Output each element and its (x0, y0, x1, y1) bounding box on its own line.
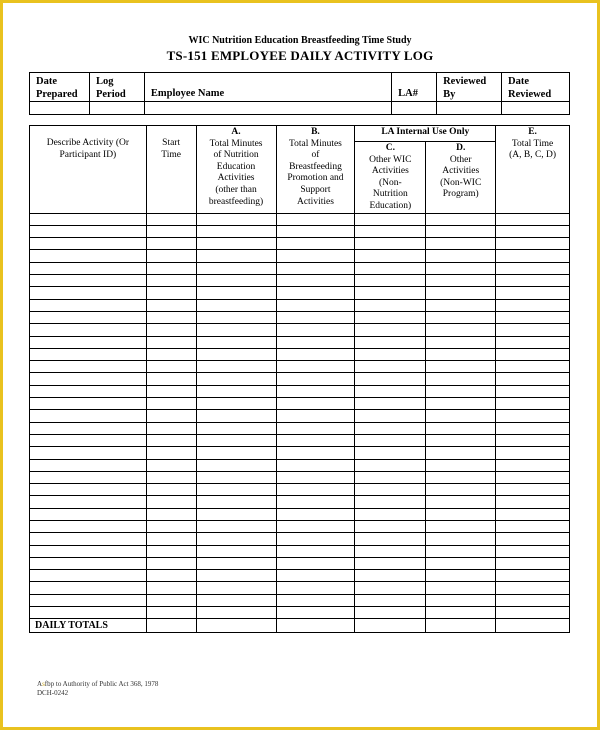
column-e-header: E. Total Time (A, B, C, D) (496, 126, 570, 214)
table-row (30, 348, 570, 360)
entry-cell[interactable] (426, 361, 496, 373)
entry-cell[interactable] (276, 484, 355, 496)
table-row (30, 225, 570, 237)
entry-cell[interactable] (426, 508, 496, 520)
entry-cell[interactable] (355, 471, 426, 483)
entry-cell[interactable] (355, 459, 426, 471)
total-cell[interactable] (276, 619, 355, 633)
entry-cell[interactable] (276, 361, 355, 373)
entry-cell[interactable] (30, 533, 147, 545)
entry-cell[interactable] (146, 385, 196, 397)
entry-cell[interactable] (276, 213, 355, 225)
entry-cell[interactable] (146, 594, 196, 606)
entry-cell[interactable] (196, 311, 276, 323)
column-b-header: B. Total Minutes of Breastfeeding Promotion and Support Activities (276, 126, 355, 214)
entry-cell[interactable] (496, 336, 570, 348)
table-row (30, 373, 570, 385)
entry-cell[interactable] (30, 508, 147, 520)
table-row (30, 496, 570, 508)
entry-cell[interactable] (196, 361, 276, 373)
entry-cell[interactable] (196, 262, 276, 274)
entry-cell[interactable] (276, 459, 355, 471)
entry-cell[interactable] (355, 533, 426, 545)
entry-cell[interactable] (426, 336, 496, 348)
table-row (30, 545, 570, 557)
entry-cell[interactable] (146, 520, 196, 532)
entry-cell[interactable] (355, 275, 426, 287)
entry-cell[interactable] (355, 594, 426, 606)
log-period-label: Log Period (89, 73, 144, 102)
entry-cell[interactable] (426, 373, 496, 385)
table-row (30, 275, 570, 287)
total-cell[interactable] (496, 619, 570, 633)
total-cell[interactable] (146, 619, 196, 633)
entry-cell[interactable] (426, 520, 496, 532)
entry-cell[interactable] (355, 287, 426, 299)
entry-cell[interactable] (30, 582, 147, 594)
entry-cell[interactable] (30, 410, 147, 422)
entry-cell[interactable] (30, 459, 147, 471)
entry-cell[interactable] (496, 385, 570, 397)
entry-cell[interactable] (146, 398, 196, 410)
entry-cell[interactable] (355, 398, 426, 410)
entry-cell[interactable] (146, 287, 196, 299)
entry-cell[interactable] (276, 250, 355, 262)
table-row (30, 471, 570, 483)
entry-cell[interactable] (146, 250, 196, 262)
entry-cell[interactable] (30, 348, 147, 360)
entry-cell[interactable] (276, 533, 355, 545)
entry-cell[interactable] (30, 545, 147, 557)
entry-cell[interactable] (276, 238, 355, 250)
entry-cell[interactable] (276, 348, 355, 360)
entry-cell[interactable] (196, 459, 276, 471)
entry-cell[interactable] (196, 238, 276, 250)
entry-cell[interactable] (276, 311, 355, 323)
la-number-field[interactable] (392, 102, 437, 115)
entry-cell[interactable] (196, 299, 276, 311)
entry-cell[interactable] (146, 471, 196, 483)
table-row (30, 299, 570, 311)
entry-cell[interactable] (496, 471, 570, 483)
entry-cell[interactable] (146, 434, 196, 446)
table-row (30, 361, 570, 373)
table-row (30, 582, 570, 594)
form-footer: Asfbp to Authority of Public Act 368, 1978 DCH-0242 (37, 680, 159, 697)
entry-cell[interactable] (30, 447, 147, 459)
entry-cell[interactable] (426, 311, 496, 323)
entry-cell[interactable] (196, 570, 276, 582)
entry-cell[interactable] (146, 533, 196, 545)
entry-cell[interactable] (196, 225, 276, 237)
entry-cell[interactable] (196, 582, 276, 594)
entry-cell[interactable] (146, 508, 196, 520)
entry-cell[interactable] (30, 225, 147, 237)
entry-cell[interactable] (30, 557, 147, 569)
entry-cell[interactable] (276, 410, 355, 422)
log-period-field[interactable] (89, 102, 144, 115)
entry-cell[interactable] (196, 447, 276, 459)
entry-cell[interactable] (355, 385, 426, 397)
entry-cell[interactable] (355, 348, 426, 360)
entry-cell[interactable] (146, 238, 196, 250)
daily-totals-label: DAILY TOTALS (30, 619, 147, 633)
column-d-header: D. Other Activities (Non-WIC Program) (426, 142, 496, 214)
entry-cell[interactable] (355, 496, 426, 508)
table-row (30, 557, 570, 569)
date-reviewed-label: Date Reviewed (502, 73, 570, 102)
entry-cell[interactable] (30, 250, 147, 262)
entry-cell[interactable] (276, 508, 355, 520)
entry-cell[interactable] (196, 520, 276, 532)
entry-cell[interactable] (276, 607, 355, 619)
entry-cell[interactable] (426, 348, 496, 360)
entry-cell[interactable] (355, 484, 426, 496)
entry-cell[interactable] (496, 496, 570, 508)
table-row (30, 594, 570, 606)
entry-cell[interactable] (276, 582, 355, 594)
entry-cell[interactable] (196, 213, 276, 225)
table-row (30, 213, 570, 225)
entry-cell[interactable] (30, 287, 147, 299)
entry-cell[interactable] (496, 434, 570, 446)
entry-cell[interactable] (355, 434, 426, 446)
la-number-label: LA# (392, 73, 437, 102)
entry-cell[interactable] (426, 410, 496, 422)
entry-cell[interactable] (496, 594, 570, 606)
table-row (30, 434, 570, 446)
entry-cell[interactable] (496, 311, 570, 323)
entry-cell[interactable] (196, 545, 276, 557)
entry-cell[interactable] (355, 213, 426, 225)
activity-log-table (29, 125, 570, 633)
entry-cell[interactable] (496, 275, 570, 287)
entry-cell[interactable] (30, 434, 147, 446)
entry-cell[interactable] (196, 410, 276, 422)
table-row (30, 447, 570, 459)
table-row (30, 533, 570, 545)
employee-name-field[interactable] (144, 102, 391, 115)
entry-cell[interactable] (276, 336, 355, 348)
table-row (30, 459, 570, 471)
entry-cell[interactable] (426, 422, 496, 434)
entry-cell[interactable] (355, 299, 426, 311)
entry-cell[interactable] (276, 471, 355, 483)
total-cell[interactable] (355, 619, 426, 633)
entry-cell[interactable] (496, 447, 570, 459)
entry-cell[interactable] (276, 287, 355, 299)
entry-cell[interactable] (196, 594, 276, 606)
date-reviewed-field[interactable] (502, 102, 570, 115)
entry-cell[interactable] (30, 520, 147, 532)
entry-cell[interactable] (496, 262, 570, 274)
form-title: TS-151 EMPLOYEE DAILY ACTIVITY LOG (166, 48, 434, 63)
entry-cell[interactable] (496, 250, 570, 262)
entry-cell[interactable] (30, 471, 147, 483)
entry-cell[interactable] (496, 570, 570, 582)
entry-cell[interactable] (355, 582, 426, 594)
table-row (30, 385, 570, 397)
entry-cell[interactable] (146, 324, 196, 336)
entry-cell[interactable] (276, 545, 355, 557)
entry-cell[interactable] (426, 262, 496, 274)
entry-cell[interactable] (426, 557, 496, 569)
entry-cell[interactable] (30, 238, 147, 250)
entry-cell[interactable] (146, 361, 196, 373)
entry-cell[interactable] (426, 213, 496, 225)
entry-cell[interactable] (196, 508, 276, 520)
entry-cell[interactable] (196, 348, 276, 360)
entry-cell[interactable] (496, 410, 570, 422)
employee-name-label: Employee Name (144, 73, 391, 102)
entry-cell[interactable] (355, 410, 426, 422)
column-c-header: C. Other WIC Activities (Non- Nutrition Education) (355, 142, 426, 214)
total-cell[interactable] (426, 619, 496, 633)
entry-cell[interactable] (146, 484, 196, 496)
entry-cell[interactable] (196, 607, 276, 619)
entry-cell[interactable] (146, 225, 196, 237)
entry-cell[interactable] (196, 250, 276, 262)
entry-cell[interactable] (30, 422, 147, 434)
entry-cell[interactable] (426, 496, 496, 508)
entry-cell[interactable] (146, 545, 196, 557)
entry-cell[interactable] (146, 299, 196, 311)
entry-cell[interactable] (426, 594, 496, 606)
entry-cell[interactable] (276, 557, 355, 569)
entry-cell[interactable] (196, 422, 276, 434)
entry-cell[interactable] (276, 520, 355, 532)
entry-cell[interactable] (426, 385, 496, 397)
entry-cell[interactable] (355, 324, 426, 336)
entry-cell[interactable] (426, 299, 496, 311)
entry-cell[interactable] (496, 459, 570, 471)
entry-cell[interactable] (146, 607, 196, 619)
entry-cell[interactable] (355, 422, 426, 434)
entry-cell[interactable] (496, 607, 570, 619)
entry-cell[interactable] (276, 570, 355, 582)
entry-cell[interactable] (30, 385, 147, 397)
entry-cell[interactable] (146, 213, 196, 225)
entry-cell[interactable] (276, 434, 355, 446)
entry-cell[interactable] (496, 484, 570, 496)
table-row (30, 484, 570, 496)
entry-cell[interactable] (496, 398, 570, 410)
describe-activity-header: Describe Activity (Or Participant ID) (30, 126, 147, 214)
entry-cell[interactable] (30, 275, 147, 287)
entry-cell[interactable] (30, 398, 147, 410)
entry-cell[interactable] (426, 324, 496, 336)
entry-cell[interactable] (30, 373, 147, 385)
entry-cell[interactable] (30, 262, 147, 274)
table-row (30, 250, 570, 262)
table-row (30, 410, 570, 422)
entry-cell[interactable] (196, 471, 276, 483)
entry-cell[interactable] (355, 607, 426, 619)
entry-cell[interactable] (30, 496, 147, 508)
table-row (30, 508, 570, 520)
daily-totals-row (30, 619, 570, 633)
entry-cell[interactable] (196, 373, 276, 385)
entry-cell[interactable] (146, 336, 196, 348)
entry-cell[interactable] (355, 361, 426, 373)
entry-cell[interactable] (196, 557, 276, 569)
entry-cell[interactable] (196, 275, 276, 287)
table-row (30, 422, 570, 434)
entry-cell[interactable] (496, 582, 570, 594)
entry-cell[interactable] (30, 594, 147, 606)
entry-cell[interactable] (276, 225, 355, 237)
entry-cell[interactable] (30, 361, 147, 373)
date-prepared-label: Date Prepared (30, 73, 90, 102)
entry-cell[interactable] (355, 447, 426, 459)
entry-cell[interactable] (496, 348, 570, 360)
table-row (30, 238, 570, 250)
entry-cell[interactable] (196, 484, 276, 496)
entry-cell[interactable] (355, 262, 426, 274)
header-fields-table (29, 72, 570, 115)
table-row (30, 311, 570, 323)
entry-cell[interactable] (196, 533, 276, 545)
entry-cell[interactable] (496, 373, 570, 385)
entry-cell[interactable] (146, 570, 196, 582)
reviewed-by-label: Reviewed By (437, 73, 502, 102)
entry-cell[interactable] (355, 373, 426, 385)
entry-cell[interactable] (426, 225, 496, 237)
entry-cell[interactable] (196, 287, 276, 299)
entry-cell[interactable] (426, 471, 496, 483)
entry-cell[interactable] (426, 434, 496, 446)
table-row (30, 607, 570, 619)
total-cell[interactable] (196, 619, 276, 633)
entry-cell[interactable] (276, 422, 355, 434)
entry-cell[interactable] (146, 459, 196, 471)
entry-cell[interactable] (426, 582, 496, 594)
entry-cell[interactable] (496, 225, 570, 237)
entry-cell[interactable] (426, 533, 496, 545)
entry-cell[interactable] (196, 496, 276, 508)
entry-cell[interactable] (276, 275, 355, 287)
entry-cell[interactable] (276, 385, 355, 397)
entry-cell[interactable] (276, 447, 355, 459)
entry-cell[interactable] (146, 311, 196, 323)
entry-cell[interactable] (426, 459, 496, 471)
column-a-header: A. Total Minutes of Nutrition Education Activities (other than breastfeeding) (196, 126, 276, 214)
entry-cell[interactable] (30, 484, 147, 496)
entry-cell[interactable] (30, 213, 147, 225)
form-subtitle: WIC Nutrition Education Breastfeeding Time Study (188, 35, 412, 46)
table-row (30, 336, 570, 348)
entry-cell[interactable] (146, 447, 196, 459)
entry-cell[interactable] (426, 545, 496, 557)
reviewed-by-field[interactable] (437, 102, 502, 115)
entry-cell[interactable] (355, 311, 426, 323)
la-internal-use-header: LA Internal Use Only (355, 126, 496, 142)
entry-cell[interactable] (426, 607, 496, 619)
date-prepared-field[interactable] (30, 102, 90, 115)
entry-cell[interactable] (146, 422, 196, 434)
entry-cell[interactable] (355, 557, 426, 569)
entry-cell[interactable] (276, 262, 355, 274)
entry-cell[interactable] (196, 434, 276, 446)
entry-cell[interactable] (426, 238, 496, 250)
entry-cell[interactable] (146, 373, 196, 385)
entry-cell[interactable] (496, 508, 570, 520)
entry-cell[interactable] (496, 238, 570, 250)
entry-cell[interactable] (355, 238, 426, 250)
entry-cell[interactable] (496, 324, 570, 336)
entry-cell[interactable] (355, 520, 426, 532)
entry-cell[interactable] (496, 545, 570, 557)
entry-cell[interactable] (496, 533, 570, 545)
entry-cell[interactable] (276, 594, 355, 606)
entry-cell[interactable] (426, 287, 496, 299)
entry-cell[interactable] (496, 361, 570, 373)
entry-cell[interactable] (276, 299, 355, 311)
table-row (30, 324, 570, 336)
entry-cell[interactable] (496, 557, 570, 569)
entry-cell[interactable] (30, 570, 147, 582)
table-row (30, 398, 570, 410)
entry-cell[interactable] (355, 225, 426, 237)
table-row (30, 570, 570, 582)
entry-cell[interactable] (496, 422, 570, 434)
start-time-header: Start Time (146, 126, 196, 214)
entry-cell[interactable] (196, 398, 276, 410)
entry-cell[interactable] (146, 275, 196, 287)
entry-cell[interactable] (146, 582, 196, 594)
entry-cell[interactable] (496, 299, 570, 311)
entry-cell[interactable] (276, 324, 355, 336)
entry-cell[interactable] (146, 348, 196, 360)
entry-cell[interactable] (355, 508, 426, 520)
entry-cell[interactable] (30, 336, 147, 348)
entry-cell[interactable] (496, 287, 570, 299)
entry-cell[interactable] (355, 336, 426, 348)
entry-cell[interactable] (496, 213, 570, 225)
entry-cell[interactable] (355, 250, 426, 262)
entry-cell[interactable] (426, 275, 496, 287)
entry-cell[interactable] (355, 545, 426, 557)
table-row (30, 287, 570, 299)
entry-cell[interactable] (146, 496, 196, 508)
entry-cell[interactable] (30, 311, 147, 323)
entry-cell[interactable] (276, 398, 355, 410)
entry-cell[interactable] (146, 557, 196, 569)
entry-cell[interactable] (426, 570, 496, 582)
entry-cell[interactable] (146, 410, 196, 422)
entry-cell[interactable] (426, 484, 496, 496)
entry-cell[interactable] (426, 447, 496, 459)
entry-cell[interactable] (196, 336, 276, 348)
entry-cell[interactable] (196, 324, 276, 336)
entry-cell[interactable] (30, 299, 147, 311)
entry-cell[interactable] (30, 324, 147, 336)
entry-cell[interactable] (196, 385, 276, 397)
entry-cell[interactable] (496, 520, 570, 532)
entry-cell[interactable] (426, 398, 496, 410)
table-row (30, 520, 570, 532)
entry-cell[interactable] (426, 250, 496, 262)
entry-cell[interactable] (276, 496, 355, 508)
entry-cell[interactable] (276, 373, 355, 385)
table-row (30, 262, 570, 274)
entry-cell[interactable] (30, 607, 147, 619)
entry-cell[interactable] (146, 262, 196, 274)
entry-cell[interactable] (355, 570, 426, 582)
